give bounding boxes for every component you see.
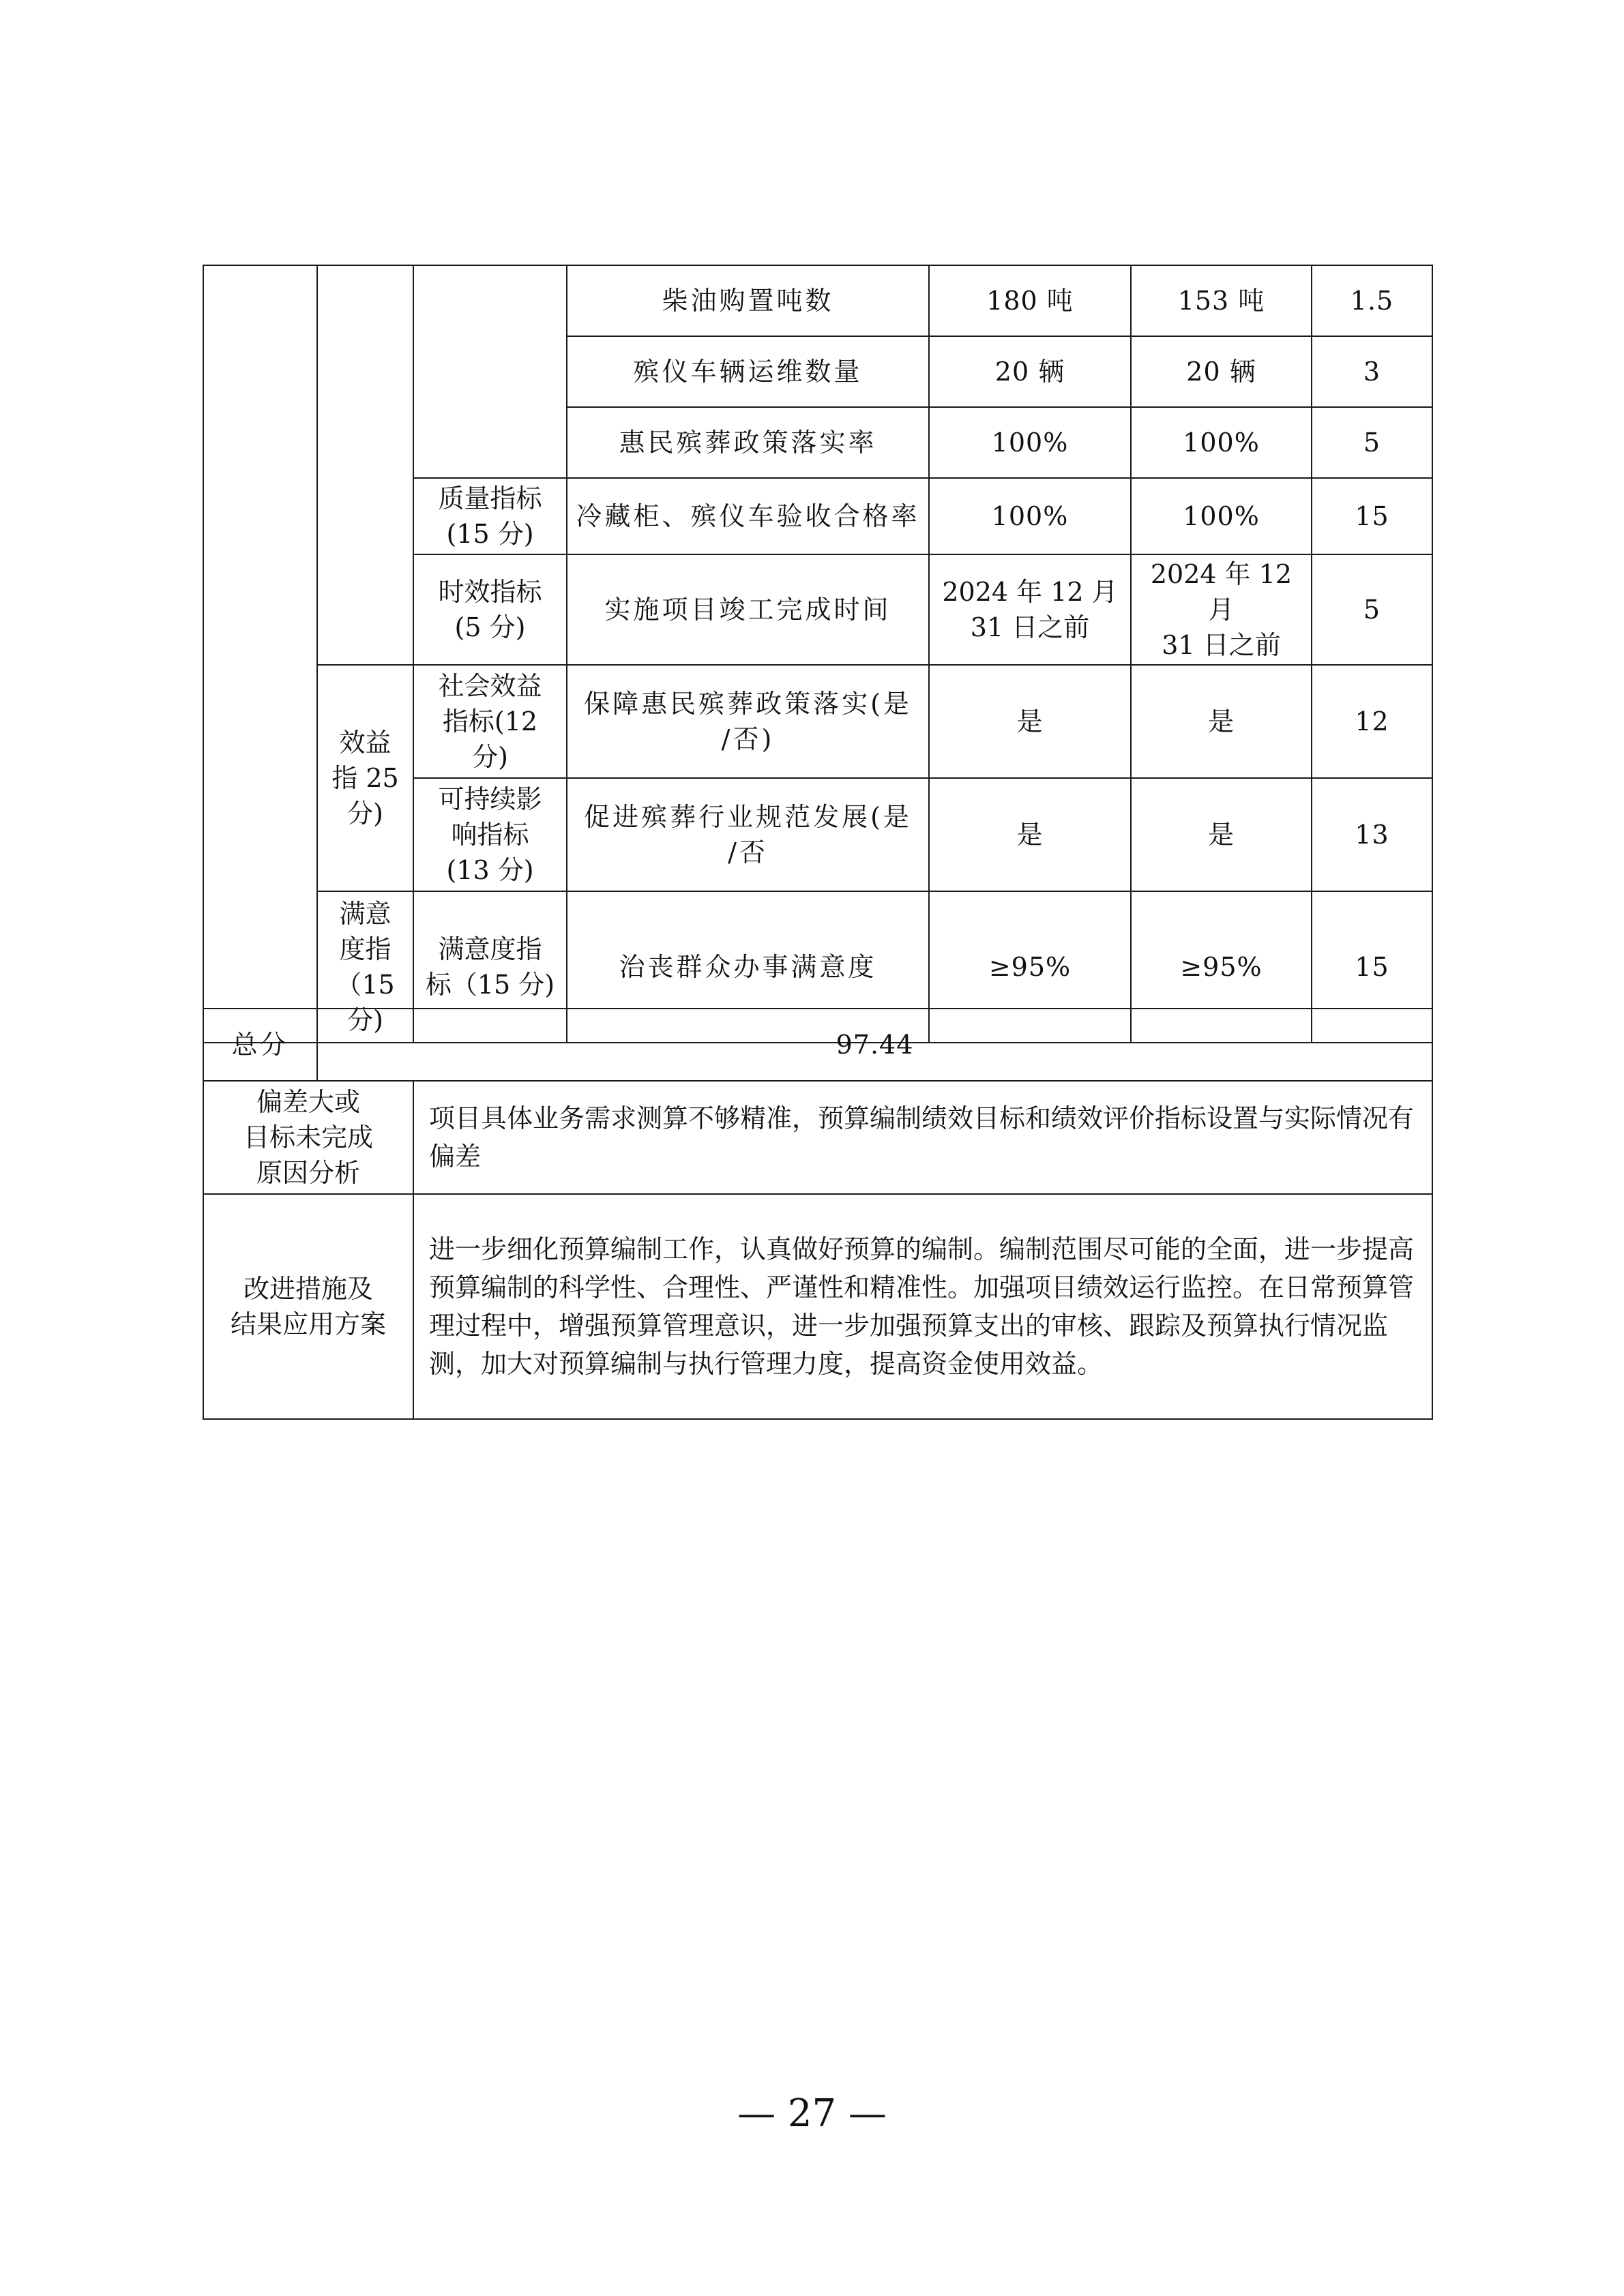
total-row [203, 1009, 1432, 1081]
score-cell: 5 [1312, 554, 1432, 665]
score-cell: 15 [1312, 891, 1432, 1043]
sub-category-cell: 社会效益 指标(12 分) [413, 665, 567, 778]
indicator-cell: 冷藏柜、殡仪车验收合格率 [567, 478, 929, 554]
target-cell: ≥95% [929, 891, 1131, 1043]
level1-category-cell [203, 265, 317, 1043]
target-cell: 100% [929, 478, 1131, 554]
quantity-sub-cell [413, 265, 567, 478]
score-cell: 3 [1312, 336, 1432, 407]
summary-table [203, 1008, 1433, 1082]
sub-category-cell: 时效指标 (5 分) [413, 554, 567, 665]
target-cell: 是 [929, 665, 1131, 778]
score-cell: 13 [1312, 778, 1432, 891]
analysis-table [203, 1080, 1433, 1420]
score-cell: 1.5 [1312, 265, 1432, 336]
score-cell: 15 [1312, 478, 1432, 554]
table-row [203, 265, 1432, 336]
sub-category-cell: 质量指标 (15 分) [413, 478, 567, 554]
indicator-cell: 实施项目竣工完成时间 [567, 554, 929, 665]
score-cell: 12 [1312, 665, 1432, 778]
satisfaction-category-cell: 满意 度指 （15 分) [317, 891, 413, 1043]
benefit-category-cell: 效益 指 25 分) [317, 665, 413, 891]
actual-cell: 是 [1131, 665, 1312, 778]
level2-output-cell [317, 265, 413, 665]
indicator-cell: 治丧群众办事满意度 [567, 891, 929, 1043]
target-cell: 20 辆 [929, 336, 1131, 407]
performance-table [203, 265, 1433, 1043]
total-label: 总分 [203, 1009, 317, 1081]
target-cell: 2024 年 12 月 31 日之前 [929, 554, 1131, 665]
actual-cell: 153 吨 [1131, 265, 1312, 336]
table-row [203, 665, 1432, 778]
indicator-cell: 殡仪车辆运维数量 [567, 336, 929, 407]
target-cell: 180 吨 [929, 265, 1131, 336]
actual-cell: 100% [1131, 478, 1312, 554]
indicator-cell: 惠民殡葬政策落实率 [567, 407, 929, 478]
sub-category-cell: 可持续影 响指标 (13 分) [413, 778, 567, 891]
total-value: 97.44 [317, 1009, 1432, 1081]
actual-cell: 2024 年 12 月 31 日之前 [1131, 554, 1312, 665]
improvement-label: 改进措施及 结果应用方案 [203, 1194, 413, 1419]
deviation-row [203, 1081, 1432, 1194]
actual-cell: 20 辆 [1131, 336, 1312, 407]
actual-cell: ≥95% [1131, 891, 1312, 1043]
improvement-text: 进一步细化预算编制工作，认真做好预算的编制。编制范围尽可能的全面，进一步提高预算编制的科学性、合理性、严谨性和精准性。加强项目绩效运行监控。在日常预算管理过程中，增强预算管理意识，进一步加强预算支出的审核、跟踪及预算执行情况监测，加大对预算编制与执行管理力度，提高资金使用效益。 [413, 1194, 1432, 1419]
sub-category-cell: 满意度指 标（15 分) [413, 891, 567, 1043]
page-number: — 27 — [737, 2091, 887, 2136]
improvement-row [203, 1194, 1432, 1419]
target-cell: 是 [929, 778, 1131, 891]
deviation-label: 偏差大或 目标未完成 原因分析 [203, 1081, 413, 1194]
target-cell: 100% [929, 407, 1131, 478]
indicator-cell: 保障惠民殡葬政策落实(是 /否) [567, 665, 929, 778]
actual-cell: 100% [1131, 407, 1312, 478]
actual-cell: 是 [1131, 778, 1312, 891]
indicator-cell: 促进殡葬行业规范发展(是 /否 [567, 778, 929, 891]
deviation-text: 项目具体业务需求测算不够精准，预算编制绩效目标和绩效评价指标设置与实际情况有偏差 [413, 1081, 1432, 1194]
score-cell: 5 [1312, 407, 1432, 478]
indicator-cell: 柴油购置吨数 [567, 265, 929, 336]
